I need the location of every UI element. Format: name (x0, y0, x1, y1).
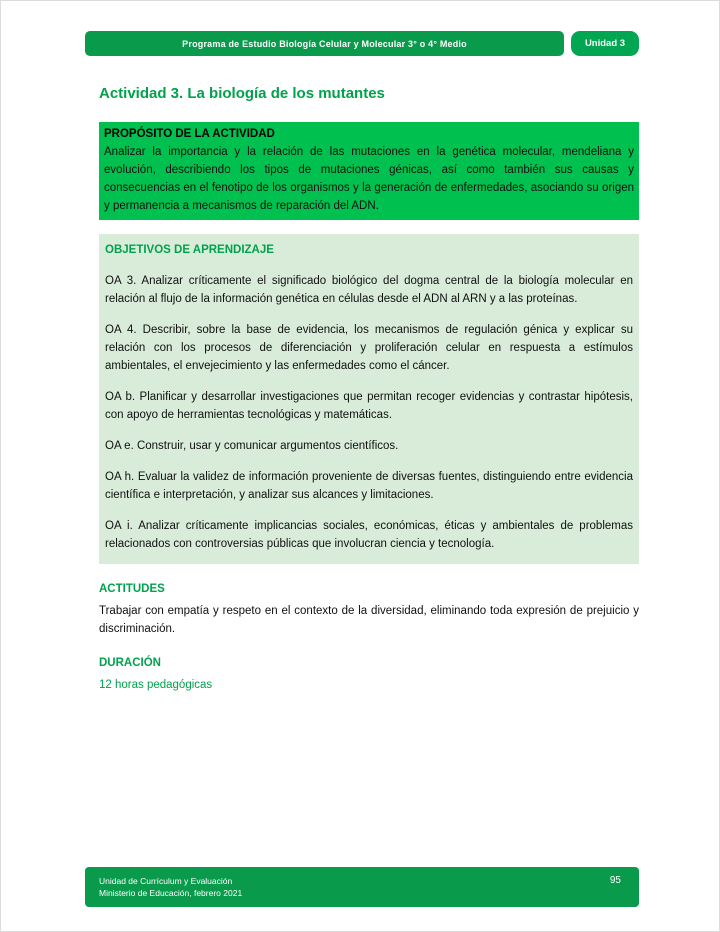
objective-item: OA 3. Analizar críticamente el significado biológico del dogma central de la biología molecular en relación al flujo de la información genética en células desde el ADN al ARN y a las proteínas. (105, 275, 633, 305)
page-number: 95 (609, 875, 621, 886)
footer-institution: Unidad de Currículum y Evaluación (99, 876, 233, 886)
purpose-section (99, 122, 639, 220)
objective-item: OA b. Planificar y desarrollar investigaciones que permitan recoger evidencias y contrastar hipótesis, con apoyo de herramientas tecnológicas y matemáticas. (105, 391, 633, 421)
attitudes-heading: ACTITUDES (99, 583, 165, 595)
duration-heading: DURACIÓN (99, 657, 161, 669)
purpose-body: Analizar la importancia y la relación de las mutaciones en la genética molecular, mendeliana y evolución, describiendo los tipos de mutaciones génicas, así como también sus causas y consecuencias en el fenotipo de los organismos y la generación de enfermedades, asociando su origen y permanencia a mecanismos de reparación del ADN. (104, 146, 634, 212)
objectives-heading: OBJETIVOS DE APRENDIZAJE (105, 244, 274, 256)
duration-value: 12 horas pedagógicas (99, 679, 213, 691)
document-header-bar (85, 31, 564, 56)
attitudes-body: Trabajar con empatía y respeto en el contexto de la diversidad, eliminando toda expresión de prejuicio y discriminación. (99, 605, 639, 635)
unit-badge (571, 31, 639, 56)
attitudes-section (99, 580, 639, 638)
activity-title: Actividad 3. La biología de los mutantes (99, 85, 385, 102)
objective-item: OA h. Evaluar la validez de información proveniente de diversas fuentes, distinguiendo entre evidencia científica e interpretación, y analizar sus alcances y limitaciones. (105, 471, 633, 501)
objective-item: OA i. Analizar críticamente implicancias sociales, económicas, éticas y ambientales de problemas relacionados con controversias públicas que involucran ciencia y tecnología. (105, 520, 633, 550)
document-footer-bar (85, 867, 639, 907)
purpose-heading: PROPÓSITO DE LA ACTIVIDAD (104, 128, 275, 140)
unit-badge-label: Unidad 3 (584, 38, 626, 49)
footer-ministry: Ministerio de Educación, febrero 2021 (99, 888, 243, 898)
page-content (99, 85, 639, 694)
footer-lines (99, 875, 242, 899)
objective-item: OA e. Construir, usar y comunicar argumentos científicos. (105, 440, 399, 452)
objective-item: OA 4. Describir, sobre la base de evidencia, los mecanismos de regulación génica y explicar su relación con los procesos de diferenciación y proliferación celular en respuesta a estímulos ambientales, el envejecimiento y las enfermedades como el cáncer. (105, 324, 633, 372)
duration-section (99, 654, 639, 694)
objectives-section (99, 234, 639, 564)
program-title: Programa de Estudio Biología Celular y Molecular 3° o 4° Medio (182, 38, 467, 49)
